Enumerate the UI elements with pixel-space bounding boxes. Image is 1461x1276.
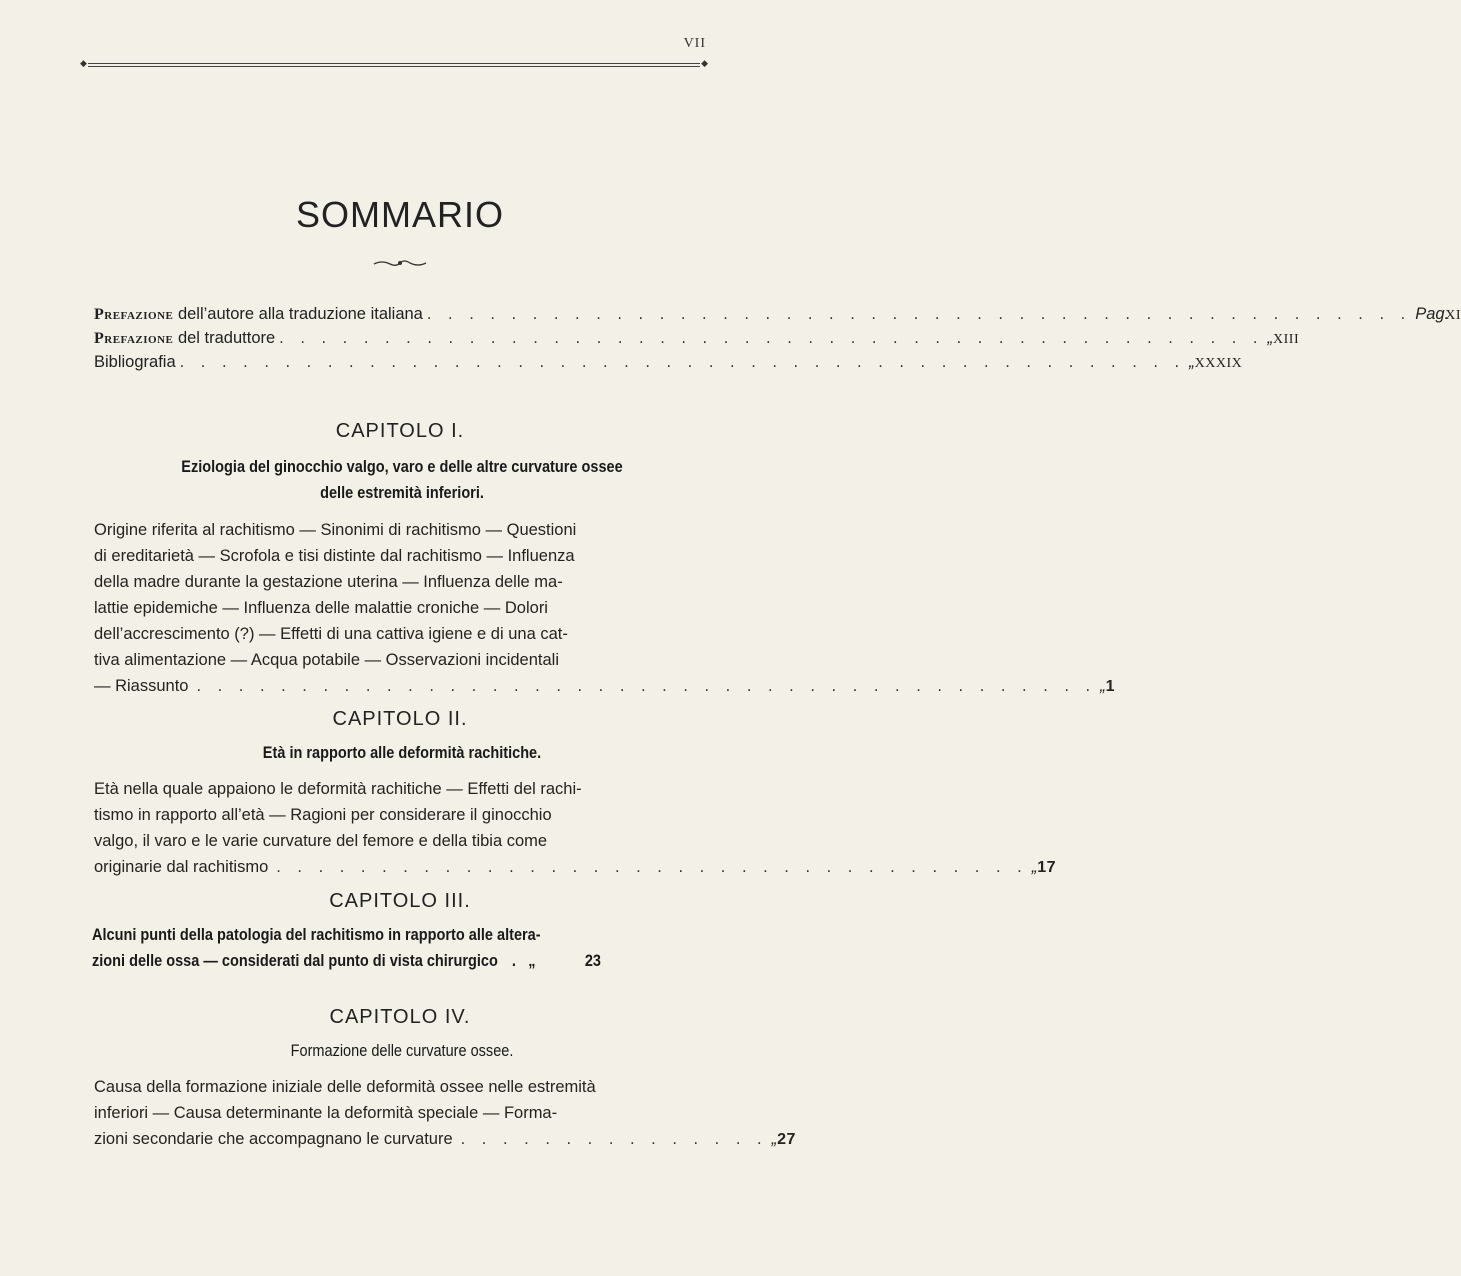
- ditto-mark: „: [1189, 353, 1195, 371]
- ditto-mark: „: [1100, 677, 1106, 695]
- chapter-1-heading: CAPITOLO I.: [335, 420, 465, 442]
- entry-prefix: Prefazione: [94, 306, 174, 323]
- chapter-4-summary: Causa della formazione iniziale delle deformità ossee nelle estremità inferiori — Causa determinante la deformità speciale — Forma- zioni secondarie che accompagnano le curvature . . . . . . . . . . . . . . . „ 27: [94, 1074, 710, 1153]
- leader-dots: . . . . . . . . . . . . . . . . . . . . . . . . . . . . . . . . . . . .: [276, 858, 1028, 876]
- page-title: SOMMARIO: [295, 194, 504, 235]
- toc-entry-last-line: — Riassunto . . . . . . . . . . . . . . . . . . . . . . . . . . . . . . . . . . . . . . . . . . . „ 1: [94, 673, 710, 700]
- decorative-rule: [80, 59, 708, 69]
- chapter-2-title: Età in rapporto alle deformità rachitiche.: [262, 744, 542, 762]
- chapter-3-page: 23: [584, 952, 601, 970]
- entry-text: del traduttore: [173, 329, 276, 347]
- ditto-mark: „: [771, 1130, 778, 1148]
- leader-dots: . . . . . . . . . . . . . . . . . . . . . . . . . . . . . . . . . . . . . . . . . . . . . . .: [279, 329, 1264, 347]
- rule-end-right-icon: ◆: [701, 59, 708, 69]
- page-abbrev: Pag.: [1415, 305, 1450, 323]
- chapter-2-heading: CAPITOLO II.: [332, 708, 468, 730]
- entry-prefix: Prefazione: [94, 330, 174, 347]
- toc-entry-last-line: originarie dal rachitismo . . . . . . . . . . . . . . . . . . . . . . . . . . . . . . . . . . . . „ 17: [94, 854, 710, 881]
- ditto-mark: „: [1267, 329, 1274, 347]
- leader-dots: . . . . . . . . . . . . . . . . . . . . . . . . . . . . . . . . . . . . . . . . . . . . . . .: [426, 305, 1412, 323]
- chapter-4-heading: CAPITOLO IV.: [329, 1006, 471, 1028]
- toc-entry: [94, 329, 1300, 353]
- chapter-2-page: 17: [1037, 859, 1057, 876]
- toc-entry-last-line: zioni secondarie che accompagnano le curvature . . . . . . . . . . . . . . . „ 27: [94, 1126, 710, 1153]
- front-matter-list: [94, 305, 1461, 377]
- leader-dots: . . . . . . . . . . . . . . . . . . . . . . . . . . . . . . . . . . . . . . . . . . .: [196, 677, 1097, 695]
- chapter-2-summary: Età nella quale appaiono le deformità rachitiche — Effetti del rachi- tismo in rapporto all’età — Ragioni per considerare il ginocchio valgo, il varo e le varie curvature del femore e della tibia come originarie dal rachitismo . . . . . . . . . . . . . . . . . . . . . . . . . . . . . . . . . . . . „ 17: [94, 776, 710, 881]
- page-number: VII: [683, 36, 706, 51]
- chapter-1-title: Eziologia del ginocchio valgo, varo e delle altre curvature ossee delle estremità inferiori.: [181, 458, 623, 502]
- entry-text: dell’autore alla traduzione italiana: [173, 305, 423, 323]
- rule-end-left-icon: ◆: [80, 59, 87, 69]
- leader-dots: . . . . . . . . . . . . . . .: [460, 1130, 768, 1148]
- chapter-3-heading: CAPITOLO III.: [329, 890, 471, 912]
- toc-entry: [94, 305, 1461, 329]
- chapter-4-page: 27: [777, 1131, 796, 1148]
- title-ornament-icon: [372, 258, 428, 268]
- chapter-1-summary: Origine riferita al rachitismo — Sinonimi di rachitismo — Questioni di ereditarietà — Scrofola e tisi distinte dal rachitismo — Influenza della madre durante la gestazione uterina — Influenza delle ma- lattie epidemiche — Influenza delle malattie croniche — Dolori dell’accrescimento (?) — Effetti di una cattiva igiene e di una cat- tiva alimentazione — Acqua potabile — Osservazioni incidentali — Riassunto . . . . . . . . . . . . . . . . . . . . . . . . . . . . . . . . . . . . . . . . . . . „ 1: [94, 517, 710, 700]
- leader-dots: . . . . . . . . . . . . . . . . . . . . . . . . . . . . . . . . . . . . . . . . . . . . . . . .: [179, 353, 1186, 371]
- entry-page: XXXIX: [1194, 356, 1243, 371]
- ditto-mark: „: [1031, 858, 1038, 876]
- toc-entry-last-line: zioni delle ossa — considerati dal punto di vista chirurgico . „ 23: [92, 948, 699, 974]
- toc-entry: [94, 353, 1243, 377]
- chapter-1-page: 1: [1105, 678, 1116, 695]
- entry-page: XI: [1445, 308, 1461, 323]
- entry-page: XIII: [1273, 332, 1300, 347]
- chapter-4-title: Formazione delle curvature ossee.: [290, 1042, 514, 1060]
- ditto-mark: „: [528, 952, 536, 970]
- chapter-3-title: Alcuni punti della patologia del rachitismo in rapporto alle altera- zioni delle ossa — considerati dal punto di vista chirurgico . „ 23: [92, 922, 699, 974]
- entry-text: Bibliografia: [94, 353, 176, 371]
